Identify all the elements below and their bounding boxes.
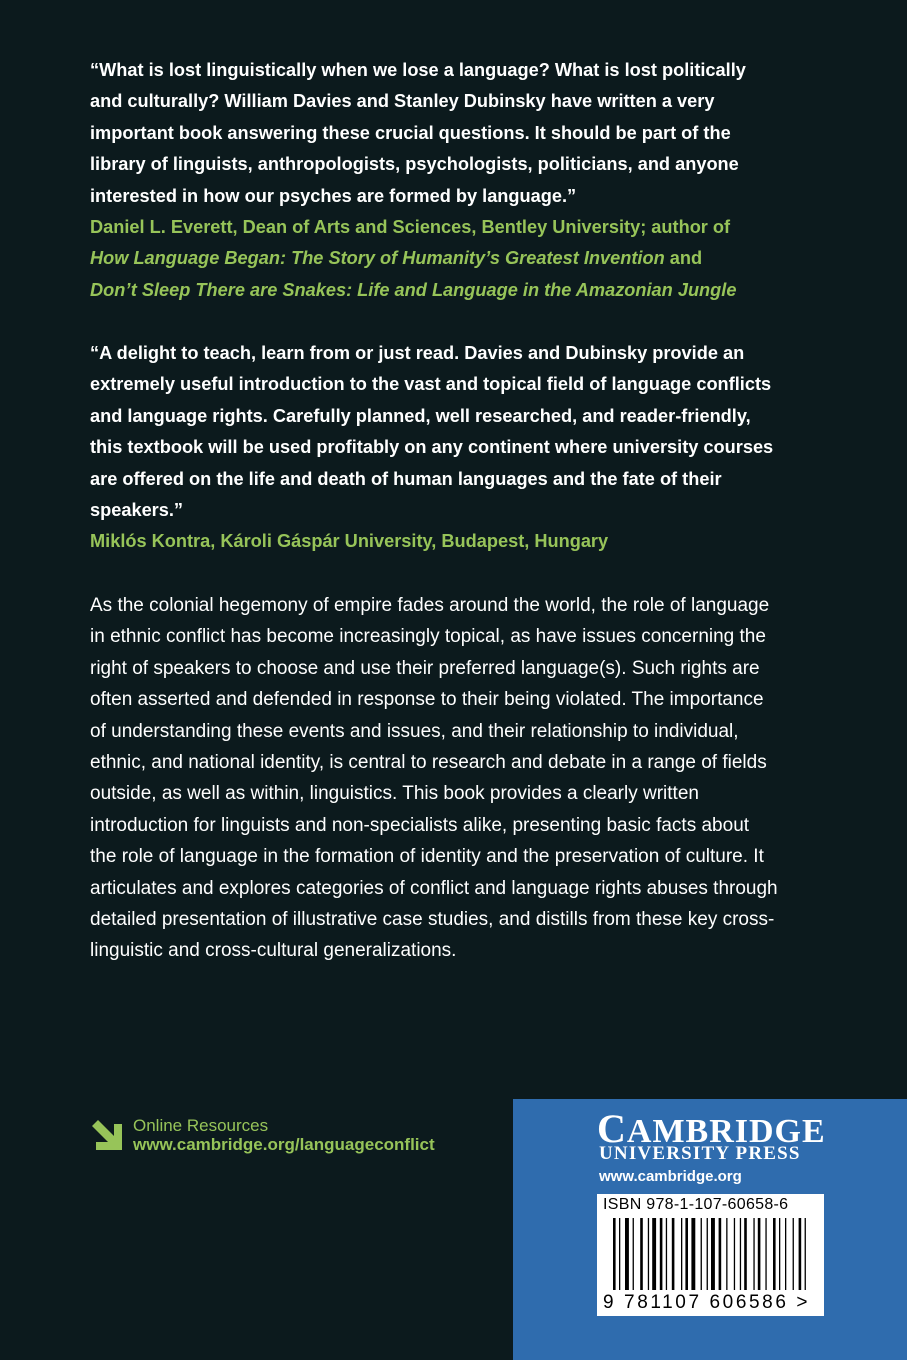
attribution-kontra: Miklós Kontra, Károli Gáspár University, Budapest, Hungary: [90, 531, 609, 551]
online-resources-label: Online Resources: [133, 1116, 269, 1135]
publisher-logo-name: CAMBRIDGE: [597, 1106, 826, 1151]
book-title-dont-sleep: Don’t Sleep There are Snakes: Life and Language in the Amazonian Jungle: [90, 279, 737, 300]
arrow-down-right-icon: [90, 1118, 124, 1152]
quote-everett: “What is lost linguistically when we lose a language? What is lost politically and culturally? William Davies and Stanley Dubinsky have written a very important book answering these crucial questions. It should be part of the library of linguists, anthropologists, psychologists, politicians, and anyone interested in how our psyches are formed by language.”: [90, 60, 746, 206]
book-title-how-language-began: How Language Began: The Story of Humanity’s Greatest Invention: [90, 248, 665, 269]
attribution-everett-title: Daniel L. Everett, Dean of Arts and Sciences, Bentley University; author of: [90, 217, 731, 237]
attribution-connector: and: [669, 248, 703, 269]
attribution-everett-book2: [90, 275, 790, 306]
book-description: As the colonial hegemony of empire fades around the world, the role of language in ethnic conflict has become increasingly topical, as have issues concerning the right of speakers to choose and use their preferred language(s). Such rights are often asserted and defended in response to their being violated. The importance of understanding these events and issues, and their relationship to individual, ethnic, and national identity, is central to research and debate in a range of fields outside, as well as within, linguistics. This book provides a clearly written introduction for linguists and non-specialists alike, presenting basic facts about the role of language in the formation of identity and the preservation of culture. It articulates and explores categories of conflict and language rights abuses through detailed presentation of illustrative case studies, and distills from these key cross-linguistic and cross-cultural generalizations.: [90, 595, 778, 962]
online-resources-link[interactable]: www.cambridge.org/languageconflict: [133, 1135, 435, 1154]
attribution-everett-books: [90, 243, 790, 274]
barcode: [597, 1194, 824, 1316]
isbn-label: ISBN 978-1-107-60658-6: [603, 1196, 789, 1213]
attribution-everett: [90, 212, 790, 306]
quote-kontra: “A delight to teach, learn from or just read. Davies and Dubinsky provide an extremely useful introduction to the vast and topical field of language conflicts and language rights. Carefully planned, well researched, and reader-friendly, this textbook will be used profitably on any continent where university courses are offered on the life and death of human languages and the fate of their speakers.”: [90, 343, 774, 521]
ean-number: 9 781107 606586 >: [603, 1292, 811, 1313]
publisher-panel: [513, 1099, 907, 1360]
publisher-website[interactable]: www.cambridge.org: [599, 1168, 742, 1185]
publisher-press-label: UNIVERSITY PRESS: [599, 1143, 801, 1164]
